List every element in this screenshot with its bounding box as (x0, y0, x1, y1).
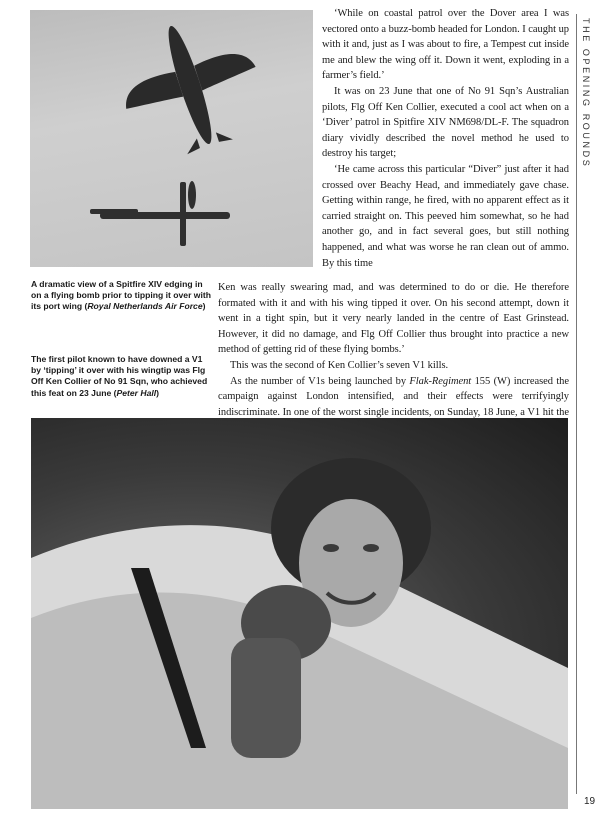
photo-caption-bottom (31, 354, 211, 399)
body-text: As the number of V1s being launched by (230, 375, 410, 387)
caption-credit: Royal Netherlands Air Force (87, 301, 203, 312)
caption-credit: Peter Hall (116, 387, 157, 398)
body-column-wide (218, 280, 569, 436)
body-paragraph: ‘He came across this particular “Diver” just after it had crossed over Beachy Head, and immediately gave chase. Getting within range, he fired, with no apparent effect as it carried straight on. This peeved him somewhat, so he had another go, and in fact several goes, but still nothing happened, and what was worse he ran clean out of ammo. By this time (322, 163, 569, 269)
section-title: THE OPENING ROUNDS (581, 18, 591, 169)
page-number: 19 (584, 796, 596, 807)
body-paragraph: This was the second of Ken Collier’s seven V1 kills. (230, 359, 449, 371)
body-text: 155 (W) increased the campaign against London intensified, and their effects were terrifyingly indiscriminate. In one of the worst single incidents, on Sunday, 18 June, a V1 hit the (218, 375, 569, 418)
caption-text: A dramatic view of a Spitfire XIV edging in on a flying bomb prior to tipping it over with its port wing ( (31, 279, 211, 312)
photo-caption-top (31, 279, 211, 313)
caption-close: ) (202, 301, 206, 312)
spitfire-v1-photo (30, 10, 313, 267)
spitfire-v1-illustration (30, 10, 313, 267)
body-column-right (322, 6, 569, 271)
body-paragraph: It was on 23 June that one of No 91 Sqn’s Australian pilots, Flg Off Ken Collier, executed a cool act when on a ‘Diver’ patrol in Spitfire XIV NM698/DL-F. The squadron diary vividly described the novel method he used to destroy his target; (322, 85, 569, 160)
pilot-cockpit-photo (31, 418, 568, 809)
body-paragraph: ‘While on coastal patrol over the Dover area I was vectored onto a buzz-bomb headed for London. I caught up with it and, just as I was about to fire, a Tempest cut inside me and blew the wing off it. Down it went, exploding in a farmer’s field.’ (322, 8, 569, 82)
caption-text: The first pilot known to have downed a V1 by ‘tipping’ it over with his wingtip was Flg Off Ken Collier of No 91 Sqn, who achieved this feat on 23 June ( (31, 354, 208, 398)
pilot-cockpit-illustration (31, 418, 568, 809)
body-paragraph: Ken was really swearing mad, and was determined to do or die. He therefore formated with it and with his wing tipped it over. On his second attempt, down it went in a tight spin, but it very nearly landed in the centre of East Grinstead. However, it did no damage, and Flg Off Collier thus brought into practice a new method of getting rid of these flying bombs.’ (218, 282, 569, 356)
sidebar-rule (576, 14, 577, 794)
caption-close: ) (156, 387, 160, 398)
body-italic: Flak-Regiment (409, 375, 472, 387)
